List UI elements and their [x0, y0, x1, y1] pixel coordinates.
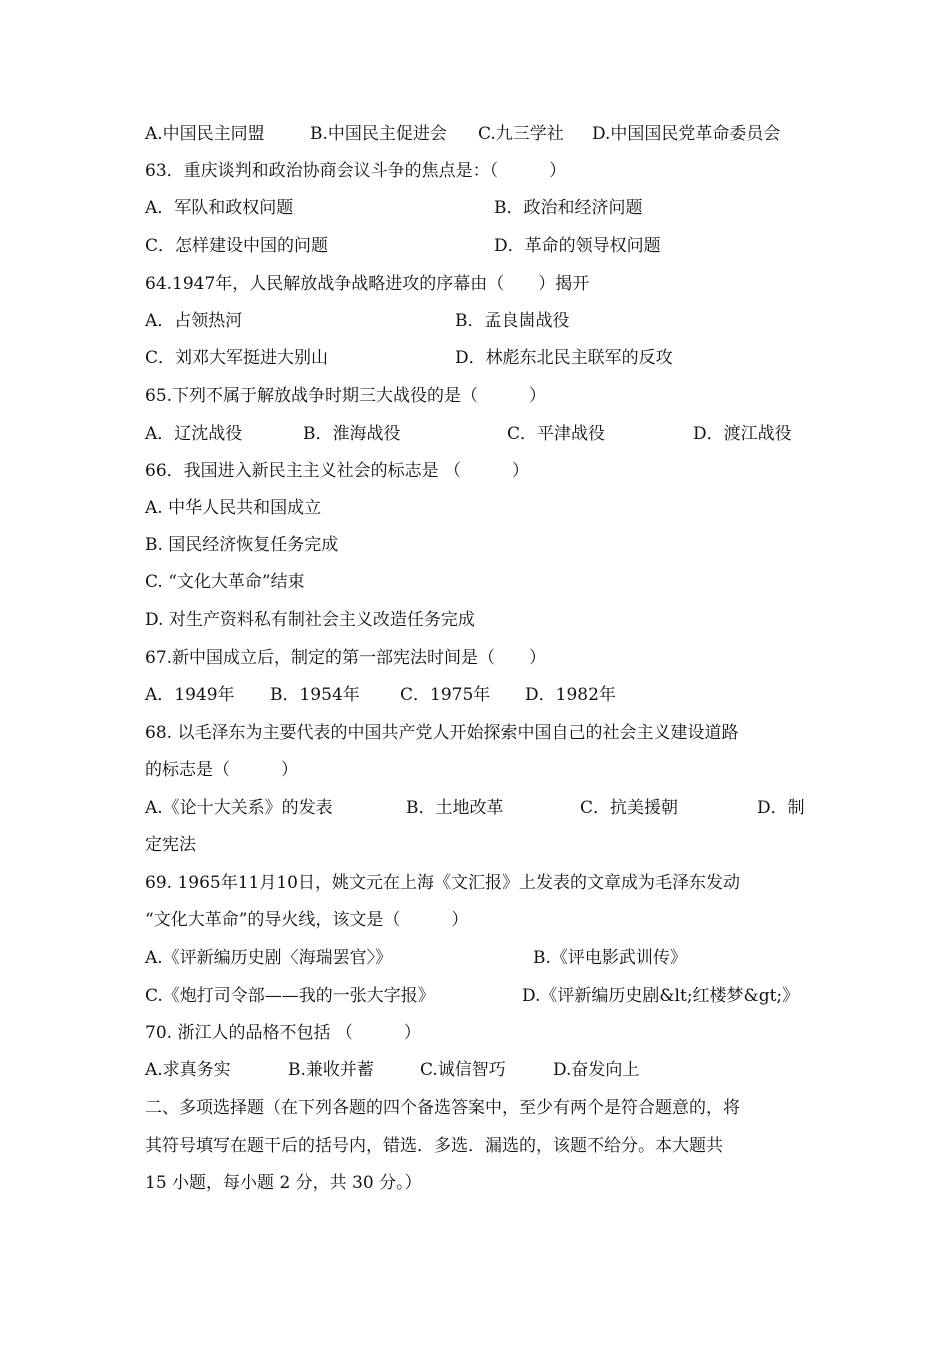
- q64-stem: 64.1947年，人民解放战争战略进攻的序幕由（ ）揭开: [145, 274, 590, 294]
- q63-option-c: C．怎样建设中国的问题: [145, 236, 329, 256]
- q66-option-c: C. “文化大革命”结束: [145, 572, 305, 592]
- q70-stem: 70. 浙江人的品格不包括 （ ）: [145, 1023, 421, 1043]
- q62-option-a: A.中国民主同盟: [145, 124, 265, 144]
- q62-option-c: C.九三学社: [478, 124, 564, 144]
- q67-option-a: A．1949年: [145, 685, 235, 705]
- q69-option-b: B.《评电影武训传》: [533, 948, 687, 968]
- q66-option-a: A. 中华人民共和国成立: [145, 498, 322, 518]
- q70-option-b: B.兼收并蓄: [288, 1060, 374, 1080]
- q66-stem: 66．我国进入新民主主义社会的标志是 （ ）: [145, 461, 530, 481]
- section2-instructions-line3: 15 小题，每小题 2 分，共 30 分。）: [145, 1173, 422, 1193]
- q62-option-b: B.中国民主促进会: [310, 124, 447, 144]
- q68-option-d: D．制: [757, 798, 805, 818]
- q64-option-d: D．林彪东北民主联军的反攻: [455, 348, 673, 368]
- q63-stem: 63．重庆谈判和政治协商会议斗争的焦点是：（ ）: [145, 161, 567, 181]
- q68-option-a: A.《论十大关系》的发表: [145, 798, 333, 818]
- q64-option-c: C．刘邓大军挺进大别山: [145, 348, 329, 368]
- q69-option-a: A.《评新编历史剧〈海瑞罢官〉》: [145, 948, 393, 968]
- q64-option-a: A．占领热河: [145, 311, 243, 331]
- q68-option-b: B．土地改革: [406, 798, 504, 818]
- section2-instructions-line2: 其符号填写在题干后的括号内，错选．多选．漏选的，该题不给分。本大题共: [145, 1136, 723, 1156]
- q70-option-a: A.求真务实: [145, 1060, 231, 1080]
- q70-option-c: C.诚信智巧: [420, 1060, 506, 1080]
- q65-stem: 65.下列不属于解放战争时期三大战役的是（ ）: [145, 386, 547, 406]
- section2-instructions-line1: 二、多项选择题（在下列各题的四个备选答案中，至少有两个是符合题意的，将: [145, 1098, 740, 1118]
- q64-option-b: B．孟良崮战役: [455, 311, 570, 331]
- q68-option-d-cont: 定宪法: [145, 835, 196, 855]
- q68-option-c: C．抗美援朝: [580, 798, 679, 818]
- q65-option-d: D．渡江战役: [693, 424, 792, 444]
- q67-option-d: D．1982年: [525, 685, 616, 705]
- q65-option-b: B．淮海战役: [303, 424, 401, 444]
- q68-stem-line1: 68. 以毛泽东为主要代表的中国共产党人开始探索中国自己的社会主义建设道路: [145, 723, 739, 743]
- q63-option-d: D．革命的领导权问题: [494, 236, 661, 256]
- q69-stem-line2: “文化大革命”的导火线，该文是（ ）: [145, 910, 469, 930]
- q65-option-c: C．平津战役: [507, 424, 606, 444]
- q70-option-d: D.奋发向上: [553, 1060, 640, 1080]
- q65-option-a: A．辽沈战役: [145, 424, 243, 444]
- q69-stem-line1: 69. 1965年11月10日，姚文元在上海《文汇报》上发表的文章成为毛泽东发动: [145, 873, 740, 893]
- q62-option-d: D.中国国民党革命委员会: [592, 124, 781, 144]
- q66-option-d: D. 对生产资料私有制社会主义改造任务完成: [145, 610, 475, 630]
- q69-option-c: C.《炮打司令部——我的一张大字报》: [145, 986, 435, 1006]
- q63-option-b: B．政治和经济问题: [494, 198, 643, 218]
- q69-option-d: D.《评新编历史剧&lt;红楼梦&gt;》: [522, 986, 800, 1006]
- q63-option-a: A．军队和政权问题: [145, 198, 294, 218]
- q66-option-b: B. 国民经济恢复任务完成: [145, 535, 339, 555]
- q67-option-b: B．1954年: [270, 685, 360, 705]
- q68-stem-line2: 的标志是（ ）: [145, 760, 298, 780]
- q67-stem: 67.新中国成立后，制定的第一部宪法时间是（ ）: [145, 648, 547, 668]
- q67-option-c: C．1975年: [400, 685, 491, 705]
